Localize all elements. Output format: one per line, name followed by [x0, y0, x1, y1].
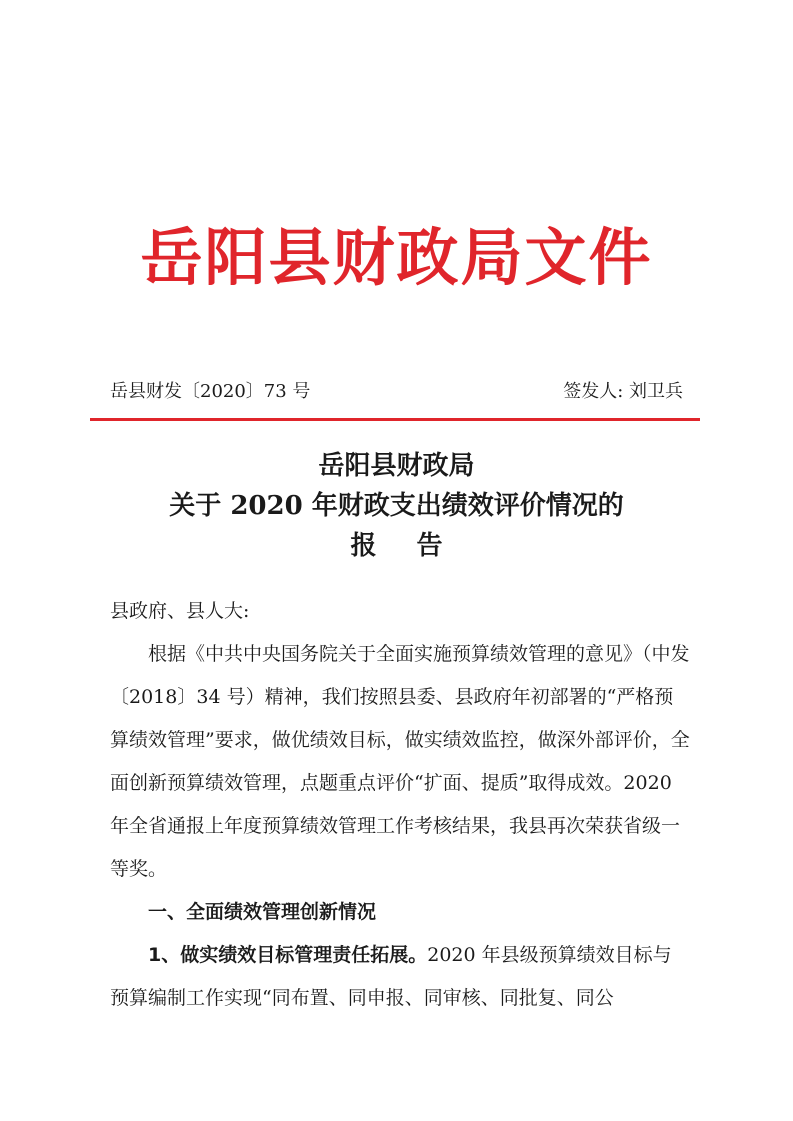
title-line-1: 岳阳县财政局 — [318, 451, 475, 481]
item-1-text: 2020 年县级预算绩效目标与预算编制工作实现“同布置、同申报、同审核、同批复、同公 — [110, 944, 672, 1009]
title-line-2: 关于 2020 年财政支出绩效评价情况的 — [169, 491, 624, 521]
red-header-title: 岳阳县财政局文件 — [140, 221, 653, 294]
document-number: 岳县财发〔2020〕73 号 — [110, 381, 311, 402]
item-1-paragraph — [110, 934, 690, 1020]
meta-row — [110, 377, 683, 407]
document-body — [110, 590, 690, 1020]
paragraph-1: 根据《中共中央国务院关于全面实施预算绩效管理的意见》（中发〔2018〕34 号）精神，我们按照县委、县政府年初部署的“严格预算绩效管理”要求，做优绩效目标，做实绩效监控，做深外部评价，全面创新预算绩效管理，点题重点评价“扩面、提质”取得成效。2020 年全省通报上年度预算绩效管理工作考核结果，我县再次荣获省级一等奖。 — [110, 643, 690, 880]
title-line-3: 报告 — [350, 531, 483, 561]
signer: 签发人: 刘卫兵 — [563, 381, 683, 402]
section-heading-1: 一、全面绩效管理创新情况 — [148, 901, 377, 923]
item-1-lead: 1、做实绩效目标管理责任拓展。 — [148, 944, 428, 966]
salutation: 县政府、县人大: — [110, 600, 250, 622]
document-title — [0, 446, 793, 566]
red-divider-rule — [90, 418, 700, 421]
